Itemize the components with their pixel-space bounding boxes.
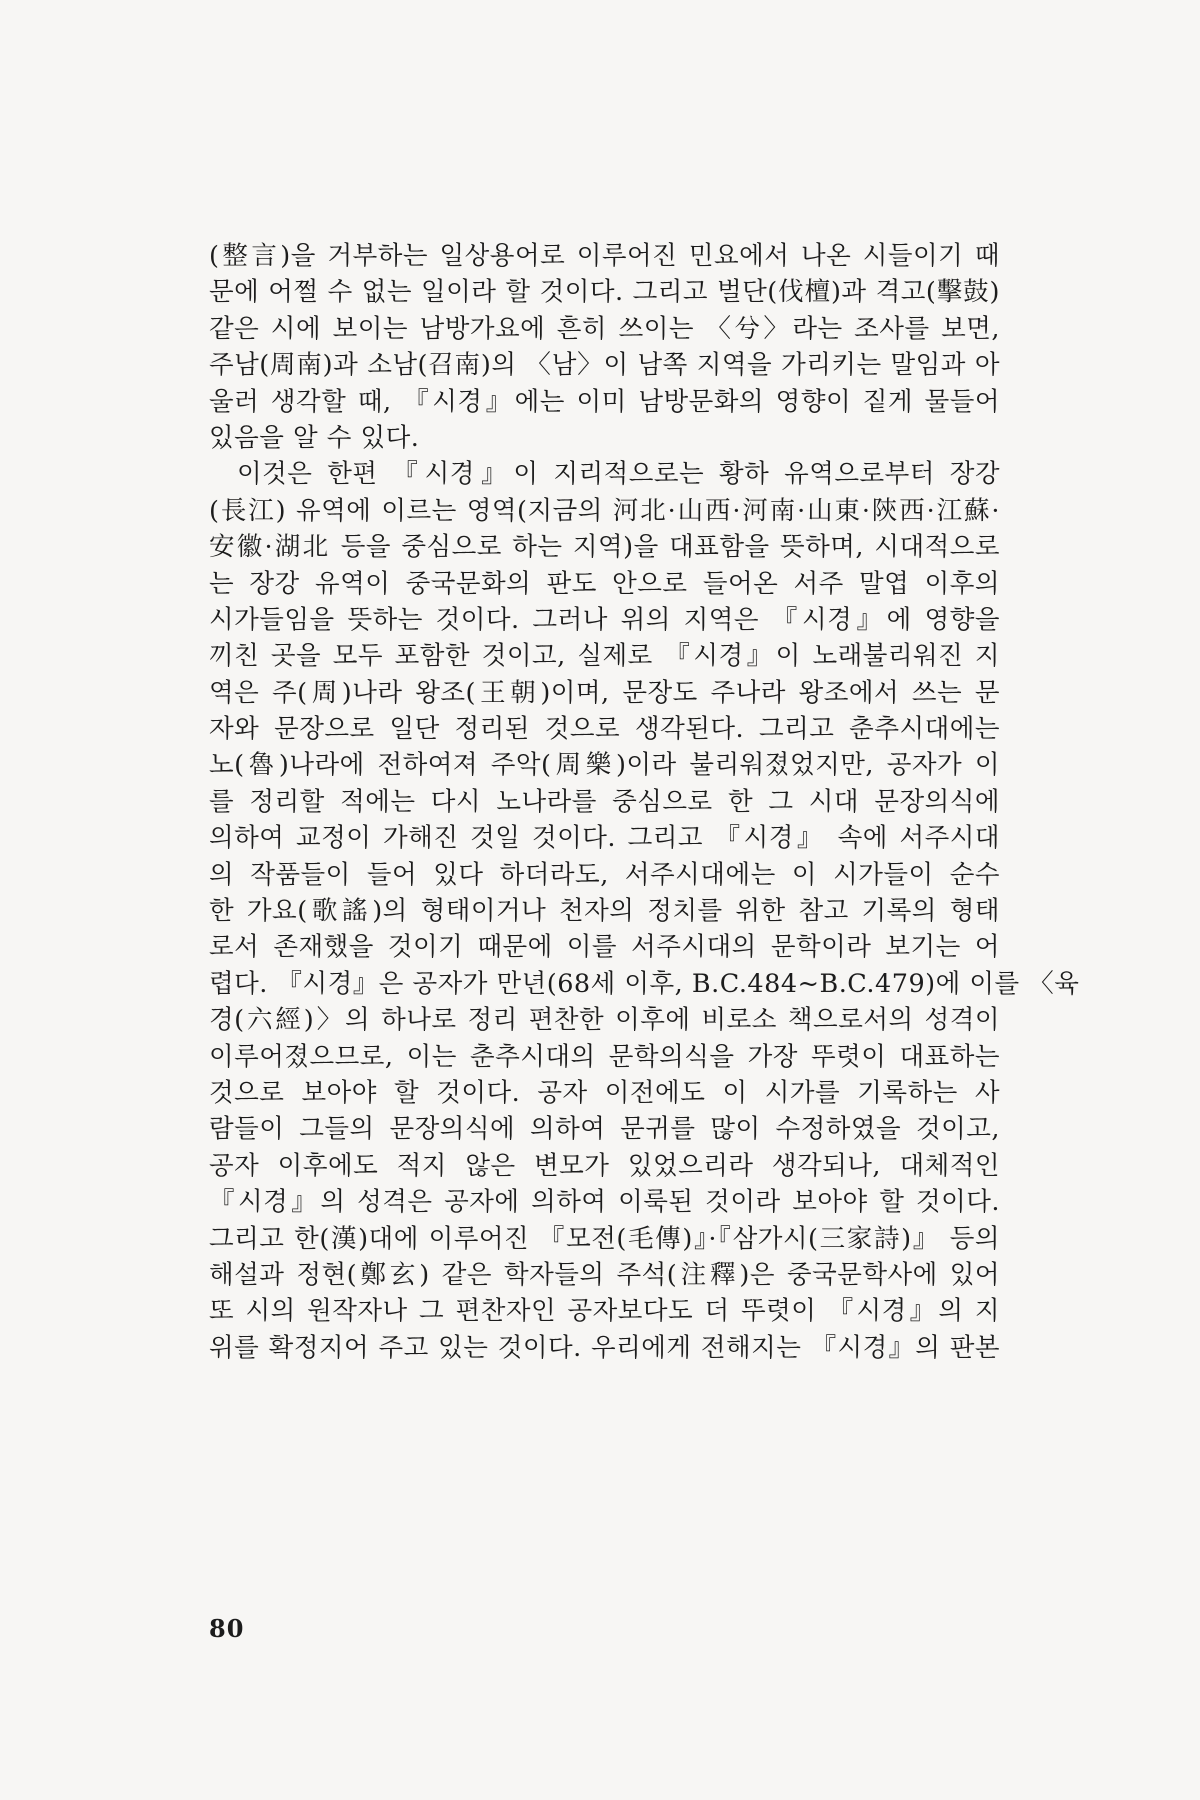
text-line: 또 시의 원작자나 그 편찬자인 공자보다도 더 뚜렷이 『시경』의 지 xyxy=(209,1296,1000,1327)
text-line: 있음을 알 수 있다. xyxy=(209,422,420,453)
text-line: 울러 생각할 때, 『시경』에는 이미 남방문화의 영향이 짙게 물들어 xyxy=(209,386,1000,417)
paragraph xyxy=(209,456,1080,1366)
text-line: 것으로 보아야 할 것이다. 공자 이전에도 이 시가를 기록하는 사 xyxy=(209,1077,1000,1108)
text-line: 노(魯)나라에 전하여져 주악(周樂)이라 불리워졌었지만, 공자가 이 xyxy=(209,750,1000,781)
text-line: 의 작품들이 들어 있다 하더라도, 서주시대에는 이 시가들이 순수 xyxy=(209,859,1000,890)
text-line: 를 정리할 적에는 다시 노나라를 중심으로 한 그 시대 문장의식에 xyxy=(209,786,1000,817)
text-line: 의하여 교정이 가해진 것일 것이다. 그리고 『시경』 속에 서주시대 xyxy=(209,823,1000,854)
text-line: 주남(周南)과 소남(召南)의 〈남〉이 남쪽 지역을 가리키는 말임과 아 xyxy=(209,350,1000,381)
text-line: 는 장강 유역이 중국문화의 판도 안으로 들어온 서주 말엽 이후의 xyxy=(209,568,1000,599)
text-line: 람들이 그들의 문장의식에 의하여 문귀를 많이 수정하였을 것이고, xyxy=(209,1114,1000,1145)
text-line: 로서 존재했을 것이기 때문에 이를 서주시대의 문학이라 보기는 어 xyxy=(209,932,1000,963)
text-line: 같은 시에 보이는 남방가요에 흔히 쓰이는 〈兮〉라는 조사를 보면, xyxy=(209,313,1000,344)
body-text xyxy=(209,238,1080,1366)
paragraph xyxy=(209,238,1000,456)
text-line: 역은 주(周)나라 왕조(王朝)이며, 문장도 주나라 왕조에서 쓰는 문 xyxy=(209,677,1000,708)
text-line: 렵다. 『시경』은 공자가 만년(68세 이후, B.C.484~B.C.479)에 이를 〈육 xyxy=(209,968,1080,999)
text-line: 위를 확정지어 주고 있는 것이다. 우리에게 전해지는 『시경』의 판본 xyxy=(209,1332,1000,1363)
text-line: 끼친 곳을 모두 포함한 것이고, 실제로 『시경』이 노래불리워진 지 xyxy=(209,641,1000,672)
text-line: (長江) 유역에 이르는 영역(지금의 河北·山西·河南·山東·陝西·江蘇· xyxy=(209,495,1000,526)
text-line: 문에 어쩔 수 없는 일이라 할 것이다. 그리고 벌단(伐檀)과 격고(擊鼓) xyxy=(209,277,1000,308)
page-number: 80 xyxy=(209,1614,245,1643)
text-line: 시가들임을 뜻하는 것이다. 그러나 위의 지역은 『시경』에 영향을 xyxy=(209,604,1000,635)
text-line: 공자 이후에도 적지 않은 변모가 있었으리라 생각되나, 대체적인 xyxy=(209,1150,1000,1181)
text-line: 해설과 정현(鄭玄) 같은 학자들의 주석(注釋)은 중국문학사에 있어 xyxy=(209,1259,1000,1290)
text-line: 安徽·湖北 등을 중심으로 하는 지역)을 대표함을 뜻하며, 시대적으로 xyxy=(209,532,1000,563)
text-line: 자와 문장으로 일단 정리된 것으로 생각된다. 그리고 춘추시대에는 xyxy=(209,714,1000,745)
text-line: 『시경』의 성격은 공자에 의하여 이룩된 것이라 보아야 할 것이다. xyxy=(209,1187,1000,1218)
text-line: (整言)을 거부하는 일상용어로 이루어진 민요에서 나온 시들이기 때 xyxy=(209,241,1000,271)
text-line: 그리고 한(漢)대에 이루어진 『모전(毛傳)』·『삼가시(三家詩)』 등의 xyxy=(209,1223,1000,1254)
text-line: 한 가요(歌謠)의 형태이거나 천자의 정치를 위한 참고 기록의 형태 xyxy=(209,896,1000,927)
text-line: 이루어졌으므로, 이는 춘추시대의 문학의식을 가장 뚜렷이 대표하는 xyxy=(209,1041,1000,1072)
text-line: 이것은 한편 『시경』이 지리적으로는 황하 유역으로부터 장강 xyxy=(237,459,1000,490)
text-line: 경(六經)〉의 하나로 정리 편찬한 이후에 비로소 책으로서의 성격이 xyxy=(209,1005,1000,1036)
